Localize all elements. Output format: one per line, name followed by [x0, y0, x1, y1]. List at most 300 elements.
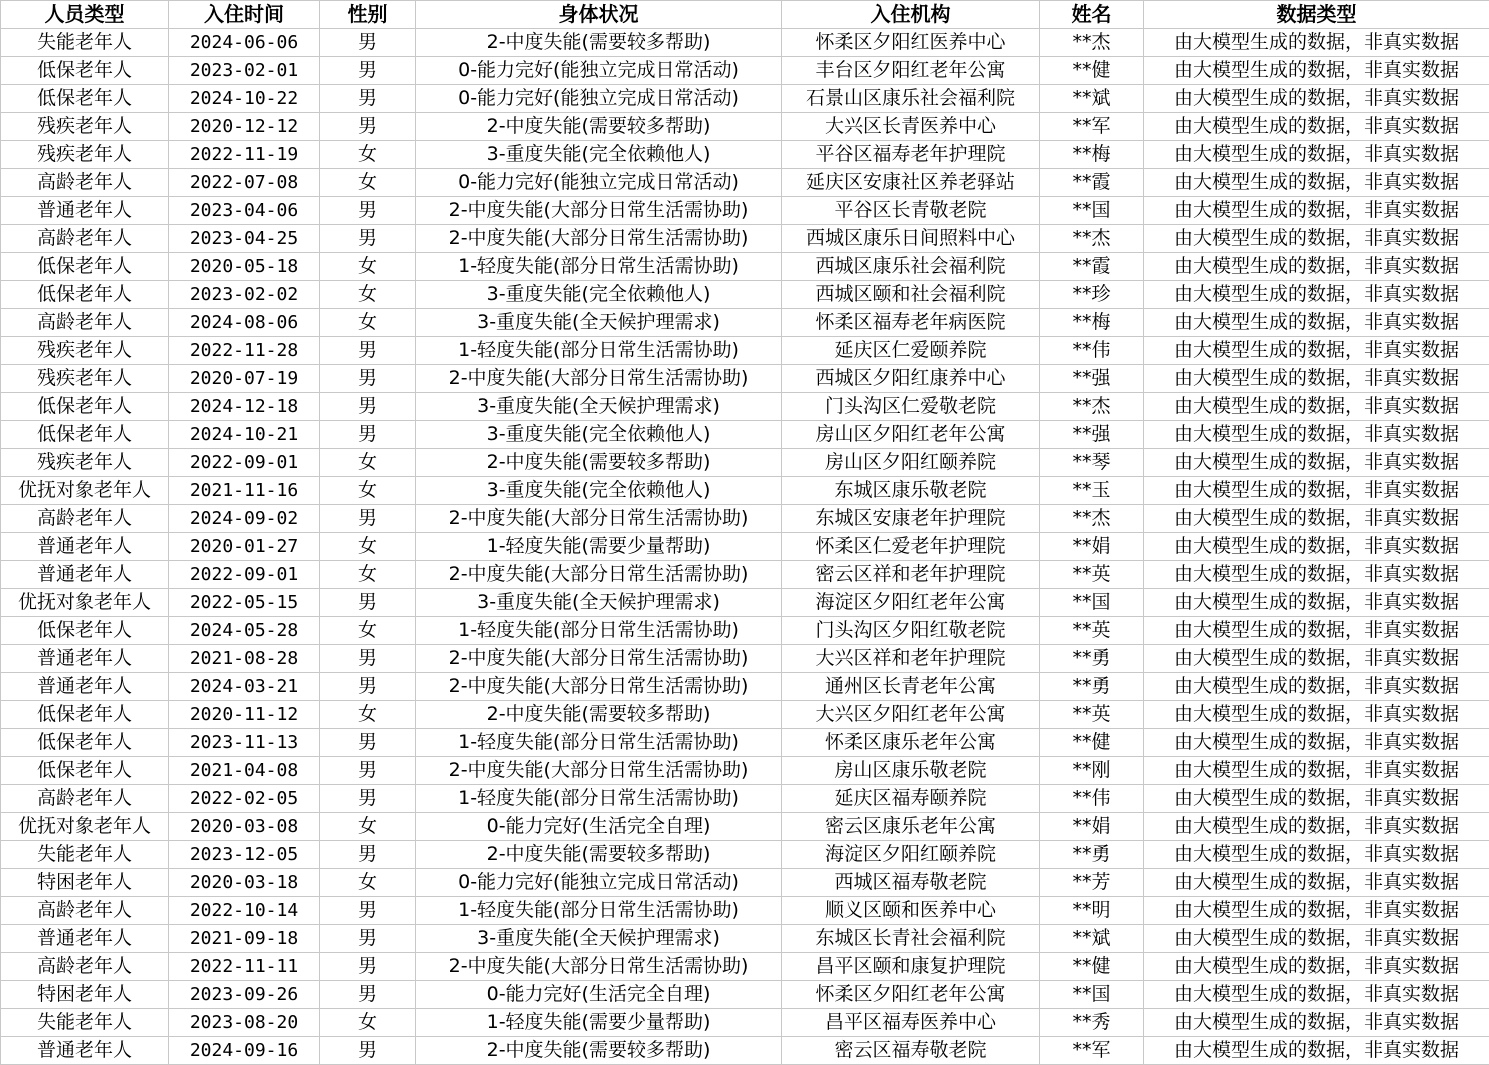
table-row[interactable]: [1, 57, 1489, 85]
table-row[interactable]: [1, 589, 1489, 617]
cell-person-type[interactable]: 特困老年人: [1, 869, 169, 897]
cell-data-type[interactable]: 由大模型生成的数据，非真实数据: [1144, 113, 1489, 141]
cell-data-type[interactable]: 由大模型生成的数据，非真实数据: [1144, 225, 1489, 253]
cell-gender[interactable]: 女: [320, 477, 416, 505]
cell-data-type[interactable]: 由大模型生成的数据，非真实数据: [1144, 309, 1489, 337]
cell-institution[interactable]: 密云区福寿敬老院: [782, 1037, 1040, 1065]
cell-health-status[interactable]: 0-能力完好(生活完全自理): [416, 981, 782, 1009]
cell-name[interactable]: **霞: [1040, 169, 1144, 197]
cell-person-type[interactable]: 高龄老年人: [1, 505, 169, 533]
cell-person-type[interactable]: 普通老年人: [1, 533, 169, 561]
table-row[interactable]: [1, 225, 1489, 253]
cell-gender[interactable]: 男: [320, 589, 416, 617]
cell-data-type[interactable]: 由大模型生成的数据，非真实数据: [1144, 869, 1489, 897]
cell-health-status[interactable]: 2-中度失能(大部分日常生活需协助): [416, 561, 782, 589]
cell-institution[interactable]: 昌平区颐和康复护理院: [782, 953, 1040, 981]
cell-checkin-date[interactable]: 2020-03-18: [169, 869, 320, 897]
cell-health-status[interactable]: 3-重度失能(完全依赖他人): [416, 141, 782, 169]
cell-gender[interactable]: 男: [320, 225, 416, 253]
cell-gender[interactable]: 女: [320, 309, 416, 337]
cell-gender[interactable]: 男: [320, 29, 416, 57]
table-row[interactable]: [1, 897, 1489, 925]
cell-checkin-date[interactable]: 2023-02-02: [169, 281, 320, 309]
cell-gender[interactable]: 女: [320, 561, 416, 589]
cell-checkin-date[interactable]: 2022-11-11: [169, 953, 320, 981]
cell-person-type[interactable]: 低保老年人: [1, 757, 169, 785]
cell-gender[interactable]: 女: [320, 281, 416, 309]
cell-name[interactable]: **斌: [1040, 85, 1144, 113]
cell-person-type[interactable]: 低保老年人: [1, 421, 169, 449]
cell-institution[interactable]: 平谷区福寿老年护理院: [782, 141, 1040, 169]
cell-gender[interactable]: 男: [320, 113, 416, 141]
cell-data-type[interactable]: 由大模型生成的数据，非真实数据: [1144, 421, 1489, 449]
cell-checkin-date[interactable]: 2023-12-05: [169, 841, 320, 869]
cell-institution[interactable]: 房山区夕阳红颐养院: [782, 449, 1040, 477]
cell-checkin-date[interactable]: 2020-01-27: [169, 533, 320, 561]
cell-data-type[interactable]: 由大模型生成的数据，非真实数据: [1144, 645, 1489, 673]
cell-institution[interactable]: 东城区长青社会福利院: [782, 925, 1040, 953]
table-row[interactable]: [1, 309, 1489, 337]
cell-gender[interactable]: 男: [320, 981, 416, 1009]
cell-name[interactable]: **健: [1040, 729, 1144, 757]
cell-gender[interactable]: 男: [320, 1037, 416, 1065]
cell-checkin-date[interactable]: 2022-09-01: [169, 561, 320, 589]
cell-data-type[interactable]: 由大模型生成的数据，非真实数据: [1144, 29, 1489, 57]
cell-checkin-date[interactable]: 2021-08-28: [169, 645, 320, 673]
cell-person-type[interactable]: 优抚对象老年人: [1, 813, 169, 841]
cell-data-type[interactable]: 由大模型生成的数据，非真实数据: [1144, 1037, 1489, 1065]
cell-name[interactable]: **杰: [1040, 505, 1144, 533]
cell-name[interactable]: **勇: [1040, 645, 1144, 673]
table-row[interactable]: [1, 645, 1489, 673]
cell-checkin-date[interactable]: 2020-05-18: [169, 253, 320, 281]
cell-checkin-date[interactable]: 2022-10-14: [169, 897, 320, 925]
cell-name[interactable]: **玉: [1040, 477, 1144, 505]
cell-checkin-date[interactable]: 2023-04-06: [169, 197, 320, 225]
cell-checkin-date[interactable]: 2022-05-15: [169, 589, 320, 617]
table-row[interactable]: [1, 141, 1489, 169]
cell-name[interactable]: **伟: [1040, 337, 1144, 365]
table-row[interactable]: [1, 85, 1489, 113]
cell-health-status[interactable]: 3-重度失能(完全依赖他人): [416, 421, 782, 449]
table-row[interactable]: [1, 393, 1489, 421]
cell-name[interactable]: **军: [1040, 1037, 1144, 1065]
table-row[interactable]: [1, 337, 1489, 365]
cell-checkin-date[interactable]: 2020-07-19: [169, 365, 320, 393]
cell-person-type[interactable]: 残疾老年人: [1, 141, 169, 169]
cell-data-type[interactable]: 由大模型生成的数据，非真实数据: [1144, 533, 1489, 561]
cell-checkin-date[interactable]: 2024-06-06: [169, 29, 320, 57]
cell-data-type[interactable]: 由大模型生成的数据，非真实数据: [1144, 981, 1489, 1009]
cell-person-type[interactable]: 高龄老年人: [1, 953, 169, 981]
cell-data-type[interactable]: 由大模型生成的数据，非真实数据: [1144, 337, 1489, 365]
header-institution[interactable]: 入住机构: [782, 1, 1040, 29]
cell-checkin-date[interactable]: 2021-11-16: [169, 477, 320, 505]
cell-institution[interactable]: 大兴区长青医养中心: [782, 113, 1040, 141]
cell-data-type[interactable]: 由大模型生成的数据，非真实数据: [1144, 1009, 1489, 1037]
cell-checkin-date[interactable]: 2023-04-25: [169, 225, 320, 253]
cell-institution[interactable]: 昌平区福寿医养中心: [782, 1009, 1040, 1037]
cell-checkin-date[interactable]: 2022-02-05: [169, 785, 320, 813]
table-row[interactable]: [1, 869, 1489, 897]
cell-name[interactable]: **梅: [1040, 141, 1144, 169]
cell-health-status[interactable]: 2-中度失能(需要较多帮助): [416, 29, 782, 57]
cell-data-type[interactable]: 由大模型生成的数据，非真实数据: [1144, 701, 1489, 729]
cell-name[interactable]: **秀: [1040, 1009, 1144, 1037]
cell-name[interactable]: **明: [1040, 897, 1144, 925]
cell-gender[interactable]: 男: [320, 953, 416, 981]
cell-gender[interactable]: 男: [320, 841, 416, 869]
cell-institution[interactable]: 延庆区福寿颐养院: [782, 785, 1040, 813]
cell-gender[interactable]: 男: [320, 57, 416, 85]
cell-person-type[interactable]: 普通老年人: [1, 1037, 169, 1065]
table-row[interactable]: [1, 673, 1489, 701]
cell-data-type[interactable]: 由大模型生成的数据，非真实数据: [1144, 897, 1489, 925]
cell-name[interactable]: **健: [1040, 953, 1144, 981]
cell-name[interactable]: **芳: [1040, 869, 1144, 897]
cell-data-type[interactable]: 由大模型生成的数据，非真实数据: [1144, 477, 1489, 505]
cell-health-status[interactable]: 3-重度失能(完全依赖他人): [416, 477, 782, 505]
cell-checkin-date[interactable]: 2024-08-06: [169, 309, 320, 337]
cell-data-type[interactable]: 由大模型生成的数据，非真实数据: [1144, 729, 1489, 757]
cell-data-type[interactable]: 由大模型生成的数据，非真实数据: [1144, 57, 1489, 85]
cell-health-status[interactable]: 2-中度失能(需要较多帮助): [416, 449, 782, 477]
cell-institution[interactable]: 门头沟区仁爱敬老院: [782, 393, 1040, 421]
cell-health-status[interactable]: 2-中度失能(需要较多帮助): [416, 1037, 782, 1065]
table-row[interactable]: [1, 365, 1489, 393]
cell-gender[interactable]: 女: [320, 813, 416, 841]
cell-institution[interactable]: 门头沟区夕阳红敬老院: [782, 617, 1040, 645]
cell-name[interactable]: **强: [1040, 365, 1144, 393]
cell-data-type[interactable]: 由大模型生成的数据，非真实数据: [1144, 813, 1489, 841]
cell-data-type[interactable]: 由大模型生成的数据，非真实数据: [1144, 589, 1489, 617]
cell-name[interactable]: **伟: [1040, 785, 1144, 813]
cell-gender[interactable]: 男: [320, 85, 416, 113]
cell-institution[interactable]: 海淀区夕阳红老年公寓: [782, 589, 1040, 617]
cell-institution[interactable]: 西城区夕阳红康养中心: [782, 365, 1040, 393]
cell-institution[interactable]: 怀柔区夕阳红老年公寓: [782, 981, 1040, 1009]
cell-institution[interactable]: 密云区康乐老年公寓: [782, 813, 1040, 841]
table-row[interactable]: [1, 757, 1489, 785]
cell-name[interactable]: **珍: [1040, 281, 1144, 309]
cell-person-type[interactable]: 普通老年人: [1, 673, 169, 701]
cell-name[interactable]: **斌: [1040, 925, 1144, 953]
cell-gender[interactable]: 男: [320, 365, 416, 393]
cell-gender[interactable]: 男: [320, 337, 416, 365]
cell-name[interactable]: **国: [1040, 589, 1144, 617]
cell-institution[interactable]: 东城区康乐敬老院: [782, 477, 1040, 505]
cell-health-status[interactable]: 2-中度失能(大部分日常生活需协助): [416, 505, 782, 533]
cell-person-type[interactable]: 高龄老年人: [1, 897, 169, 925]
cell-data-type[interactable]: 由大模型生成的数据，非真实数据: [1144, 85, 1489, 113]
cell-name[interactable]: **英: [1040, 561, 1144, 589]
cell-person-type[interactable]: 残疾老年人: [1, 113, 169, 141]
cell-person-type[interactable]: 普通老年人: [1, 561, 169, 589]
cell-checkin-date[interactable]: 2024-12-18: [169, 393, 320, 421]
cell-person-type[interactable]: 低保老年人: [1, 281, 169, 309]
cell-data-type[interactable]: 由大模型生成的数据，非真实数据: [1144, 925, 1489, 953]
cell-gender[interactable]: 男: [320, 421, 416, 449]
cell-person-type[interactable]: 低保老年人: [1, 701, 169, 729]
cell-name[interactable]: **英: [1040, 617, 1144, 645]
cell-person-type[interactable]: 高龄老年人: [1, 169, 169, 197]
cell-institution[interactable]: 海淀区夕阳红颐养院: [782, 841, 1040, 869]
cell-institution[interactable]: 西城区颐和社会福利院: [782, 281, 1040, 309]
cell-health-status[interactable]: 0-能力完好(能独立完成日常活动): [416, 57, 782, 85]
table-row[interactable]: [1, 729, 1489, 757]
cell-person-type[interactable]: 低保老年人: [1, 85, 169, 113]
cell-checkin-date[interactable]: 2024-09-16: [169, 1037, 320, 1065]
cell-person-type[interactable]: 低保老年人: [1, 253, 169, 281]
table-row[interactable]: [1, 477, 1489, 505]
cell-checkin-date[interactable]: 2020-03-08: [169, 813, 320, 841]
table-row[interactable]: [1, 533, 1489, 561]
cell-gender[interactable]: 女: [320, 169, 416, 197]
cell-checkin-date[interactable]: 2020-12-12: [169, 113, 320, 141]
header-checkin-date[interactable]: 入住时间: [169, 1, 320, 29]
cell-name[interactable]: **国: [1040, 197, 1144, 225]
table-row[interactable]: [1, 841, 1489, 869]
cell-gender[interactable]: 女: [320, 1009, 416, 1037]
cell-checkin-date[interactable]: 2024-03-21: [169, 673, 320, 701]
table-row[interactable]: [1, 421, 1489, 449]
cell-person-type[interactable]: 残疾老年人: [1, 365, 169, 393]
cell-institution[interactable]: 西城区康乐日间照料中心: [782, 225, 1040, 253]
cell-health-status[interactable]: 2-中度失能(需要较多帮助): [416, 113, 782, 141]
table-row[interactable]: [1, 981, 1489, 1009]
cell-health-status[interactable]: 0-能力完好(能独立完成日常活动): [416, 85, 782, 113]
cell-person-type[interactable]: 低保老年人: [1, 57, 169, 85]
cell-checkin-date[interactable]: 2023-11-13: [169, 729, 320, 757]
cell-checkin-date[interactable]: 2024-10-21: [169, 421, 320, 449]
cell-gender[interactable]: 男: [320, 197, 416, 225]
table-row[interactable]: [1, 1009, 1489, 1037]
cell-person-type[interactable]: 优抚对象老年人: [1, 477, 169, 505]
cell-person-type[interactable]: 高龄老年人: [1, 309, 169, 337]
cell-checkin-date[interactable]: 2022-07-08: [169, 169, 320, 197]
cell-institution[interactable]: 丰台区夕阳红老年公寓: [782, 57, 1040, 85]
table-row[interactable]: [1, 1037, 1489, 1065]
cell-institution[interactable]: 怀柔区夕阳红医养中心: [782, 29, 1040, 57]
table-row[interactable]: [1, 813, 1489, 841]
cell-data-type[interactable]: 由大模型生成的数据，非真实数据: [1144, 785, 1489, 813]
cell-gender[interactable]: 女: [320, 617, 416, 645]
cell-gender[interactable]: 女: [320, 141, 416, 169]
cell-institution[interactable]: 怀柔区福寿老年病医院: [782, 309, 1040, 337]
cell-health-status[interactable]: 3-重度失能(全天候护理需求): [416, 393, 782, 421]
cell-person-type[interactable]: 残疾老年人: [1, 449, 169, 477]
cell-gender[interactable]: 女: [320, 533, 416, 561]
table-row[interactable]: [1, 169, 1489, 197]
cell-person-type[interactable]: 普通老年人: [1, 197, 169, 225]
cell-health-status[interactable]: 2-中度失能(大部分日常生活需协助): [416, 197, 782, 225]
cell-name[interactable]: **军: [1040, 113, 1144, 141]
table-row[interactable]: [1, 925, 1489, 953]
table-row[interactable]: [1, 253, 1489, 281]
cell-health-status[interactable]: 2-中度失能(大部分日常生活需协助): [416, 365, 782, 393]
cell-checkin-date[interactable]: 2023-09-26: [169, 981, 320, 1009]
cell-institution[interactable]: 平谷区长青敬老院: [782, 197, 1040, 225]
cell-name[interactable]: **强: [1040, 421, 1144, 449]
cell-checkin-date[interactable]: 2021-09-18: [169, 925, 320, 953]
cell-data-type[interactable]: 由大模型生成的数据，非真实数据: [1144, 281, 1489, 309]
cell-health-status[interactable]: 1-轻度失能(部分日常生活需协助): [416, 785, 782, 813]
cell-data-type[interactable]: 由大模型生成的数据，非真实数据: [1144, 197, 1489, 225]
cell-checkin-date[interactable]: 2022-09-01: [169, 449, 320, 477]
cell-gender[interactable]: 男: [320, 673, 416, 701]
cell-health-status[interactable]: 2-中度失能(需要较多帮助): [416, 701, 782, 729]
cell-health-status[interactable]: 1-轻度失能(部分日常生活需协助): [416, 253, 782, 281]
cell-gender[interactable]: 女: [320, 449, 416, 477]
cell-gender[interactable]: 男: [320, 645, 416, 673]
cell-name[interactable]: **英: [1040, 701, 1144, 729]
cell-health-status[interactable]: 2-中度失能(大部分日常生活需协助): [416, 953, 782, 981]
cell-health-status[interactable]: 3-重度失能(全天候护理需求): [416, 925, 782, 953]
cell-data-type[interactable]: 由大模型生成的数据，非真实数据: [1144, 365, 1489, 393]
cell-health-status[interactable]: 0-能力完好(能独立完成日常活动): [416, 169, 782, 197]
cell-name[interactable]: **健: [1040, 57, 1144, 85]
cell-data-type[interactable]: 由大模型生成的数据，非真实数据: [1144, 673, 1489, 701]
cell-gender[interactable]: 男: [320, 505, 416, 533]
cell-institution[interactable]: 怀柔区仁爱老年护理院: [782, 533, 1040, 561]
table-row[interactable]: [1, 29, 1489, 57]
cell-data-type[interactable]: 由大模型生成的数据，非真实数据: [1144, 505, 1489, 533]
cell-health-status[interactable]: 1-轻度失能(需要少量帮助): [416, 1009, 782, 1037]
cell-health-status[interactable]: 1-轻度失能(需要少量帮助): [416, 533, 782, 561]
cell-gender[interactable]: 男: [320, 757, 416, 785]
cell-person-type[interactable]: 高龄老年人: [1, 225, 169, 253]
cell-checkin-date[interactable]: 2022-11-19: [169, 141, 320, 169]
cell-gender[interactable]: 男: [320, 897, 416, 925]
header-health-status[interactable]: 身体状况: [416, 1, 782, 29]
cell-person-type[interactable]: 残疾老年人: [1, 337, 169, 365]
cell-health-status[interactable]: 1-轻度失能(部分日常生活需协助): [416, 897, 782, 925]
table-row[interactable]: [1, 113, 1489, 141]
cell-name[interactable]: **刚: [1040, 757, 1144, 785]
cell-health-status[interactable]: 0-能力完好(生活完全自理): [416, 813, 782, 841]
cell-health-status[interactable]: 0-能力完好(能独立完成日常活动): [416, 869, 782, 897]
header-data-type[interactable]: 数据类型: [1144, 1, 1489, 29]
cell-institution[interactable]: 怀柔区康乐老年公寓: [782, 729, 1040, 757]
cell-institution[interactable]: 西城区福寿敬老院: [782, 869, 1040, 897]
cell-institution[interactable]: 通州区长青老年公寓: [782, 673, 1040, 701]
cell-health-status[interactable]: 2-中度失能(需要较多帮助): [416, 841, 782, 869]
table-row[interactable]: [1, 449, 1489, 477]
cell-person-type[interactable]: 普通老年人: [1, 645, 169, 673]
cell-name[interactable]: **霞: [1040, 253, 1144, 281]
cell-data-type[interactable]: 由大模型生成的数据，非真实数据: [1144, 841, 1489, 869]
cell-person-type[interactable]: 低保老年人: [1, 729, 169, 757]
cell-checkin-date[interactable]: 2021-04-08: [169, 757, 320, 785]
cell-checkin-date[interactable]: 2024-05-28: [169, 617, 320, 645]
cell-institution[interactable]: 大兴区夕阳红老年公寓: [782, 701, 1040, 729]
cell-data-type[interactable]: 由大模型生成的数据，非真实数据: [1144, 617, 1489, 645]
cell-institution[interactable]: 西城区康乐社会福利院: [782, 253, 1040, 281]
cell-health-status[interactable]: 1-轻度失能(部分日常生活需协助): [416, 617, 782, 645]
cell-institution[interactable]: 石景山区康乐社会福利院: [782, 85, 1040, 113]
cell-person-type[interactable]: 低保老年人: [1, 393, 169, 421]
cell-data-type[interactable]: 由大模型生成的数据，非真实数据: [1144, 393, 1489, 421]
cell-health-status[interactable]: 3-重度失能(全天候护理需求): [416, 309, 782, 337]
cell-name[interactable]: **娟: [1040, 533, 1144, 561]
cell-health-status[interactable]: 3-重度失能(全天候护理需求): [416, 589, 782, 617]
cell-institution[interactable]: 密云区祥和老年护理院: [782, 561, 1040, 589]
cell-name[interactable]: **国: [1040, 981, 1144, 1009]
cell-institution[interactable]: 大兴区祥和老年护理院: [782, 645, 1040, 673]
cell-gender[interactable]: 男: [320, 785, 416, 813]
cell-person-type[interactable]: 普通老年人: [1, 925, 169, 953]
cell-checkin-date[interactable]: 2023-02-01: [169, 57, 320, 85]
cell-institution[interactable]: 延庆区仁爱颐养院: [782, 337, 1040, 365]
cell-name[interactable]: **勇: [1040, 841, 1144, 869]
cell-institution[interactable]: 东城区安康老年护理院: [782, 505, 1040, 533]
cell-person-type[interactable]: 优抚对象老年人: [1, 589, 169, 617]
cell-person-type[interactable]: 失能老年人: [1, 1009, 169, 1037]
table-row[interactable]: [1, 701, 1489, 729]
cell-health-status[interactable]: 2-中度失能(大部分日常生活需协助): [416, 757, 782, 785]
table-row[interactable]: [1, 505, 1489, 533]
cell-gender[interactable]: 男: [320, 729, 416, 757]
cell-data-type[interactable]: 由大模型生成的数据，非真实数据: [1144, 253, 1489, 281]
cell-checkin-date[interactable]: 2024-09-02: [169, 505, 320, 533]
cell-health-status[interactable]: 2-中度失能(大部分日常生活需协助): [416, 645, 782, 673]
cell-health-status[interactable]: 1-轻度失能(部分日常生活需协助): [416, 729, 782, 757]
cell-name[interactable]: **杰: [1040, 393, 1144, 421]
cell-institution[interactable]: 延庆区安康社区养老驿站: [782, 169, 1040, 197]
cell-gender[interactable]: 女: [320, 701, 416, 729]
table-row[interactable]: [1, 197, 1489, 225]
cell-checkin-date[interactable]: 2020-11-12: [169, 701, 320, 729]
cell-person-type[interactable]: 失能老年人: [1, 841, 169, 869]
cell-data-type[interactable]: 由大模型生成的数据，非真实数据: [1144, 449, 1489, 477]
cell-data-type[interactable]: 由大模型生成的数据，非真实数据: [1144, 169, 1489, 197]
cell-person-type[interactable]: 失能老年人: [1, 29, 169, 57]
cell-gender[interactable]: 男: [320, 393, 416, 421]
cell-health-status[interactable]: 3-重度失能(完全依赖他人): [416, 281, 782, 309]
cell-data-type[interactable]: 由大模型生成的数据，非真实数据: [1144, 757, 1489, 785]
cell-institution[interactable]: 顺义区颐和医养中心: [782, 897, 1040, 925]
cell-name[interactable]: **琴: [1040, 449, 1144, 477]
cell-person-type[interactable]: 高龄老年人: [1, 785, 169, 813]
cell-person-type[interactable]: 低保老年人: [1, 617, 169, 645]
header-name[interactable]: 姓名: [1040, 1, 1144, 29]
cell-data-type[interactable]: 由大模型生成的数据，非真实数据: [1144, 141, 1489, 169]
cell-checkin-date[interactable]: 2024-10-22: [169, 85, 320, 113]
cell-institution[interactable]: 房山区夕阳红老年公寓: [782, 421, 1040, 449]
cell-name[interactable]: **梅: [1040, 309, 1144, 337]
header-gender[interactable]: 性别: [320, 1, 416, 29]
cell-health-status[interactable]: 2-中度失能(大部分日常生活需协助): [416, 673, 782, 701]
cell-checkin-date[interactable]: 2022-11-28: [169, 337, 320, 365]
cell-data-type[interactable]: 由大模型生成的数据，非真实数据: [1144, 953, 1489, 981]
cell-gender[interactable]: 女: [320, 869, 416, 897]
header-person-type[interactable]: 人员类型: [1, 1, 169, 29]
cell-name[interactable]: **杰: [1040, 225, 1144, 253]
cell-checkin-date[interactable]: 2023-08-20: [169, 1009, 320, 1037]
table-row[interactable]: [1, 785, 1489, 813]
cell-health-status[interactable]: 2-中度失能(大部分日常生活需协助): [416, 225, 782, 253]
cell-health-status[interactable]: 1-轻度失能(部分日常生活需协助): [416, 337, 782, 365]
cell-person-type[interactable]: 特困老年人: [1, 981, 169, 1009]
table-row[interactable]: [1, 953, 1489, 981]
table-row[interactable]: [1, 561, 1489, 589]
cell-name[interactable]: **娟: [1040, 813, 1144, 841]
cell-name[interactable]: **勇: [1040, 673, 1144, 701]
cell-data-type[interactable]: 由大模型生成的数据，非真实数据: [1144, 561, 1489, 589]
table-row[interactable]: [1, 281, 1489, 309]
cell-institution[interactable]: 房山区康乐敬老院: [782, 757, 1040, 785]
table-row[interactable]: [1, 617, 1489, 645]
